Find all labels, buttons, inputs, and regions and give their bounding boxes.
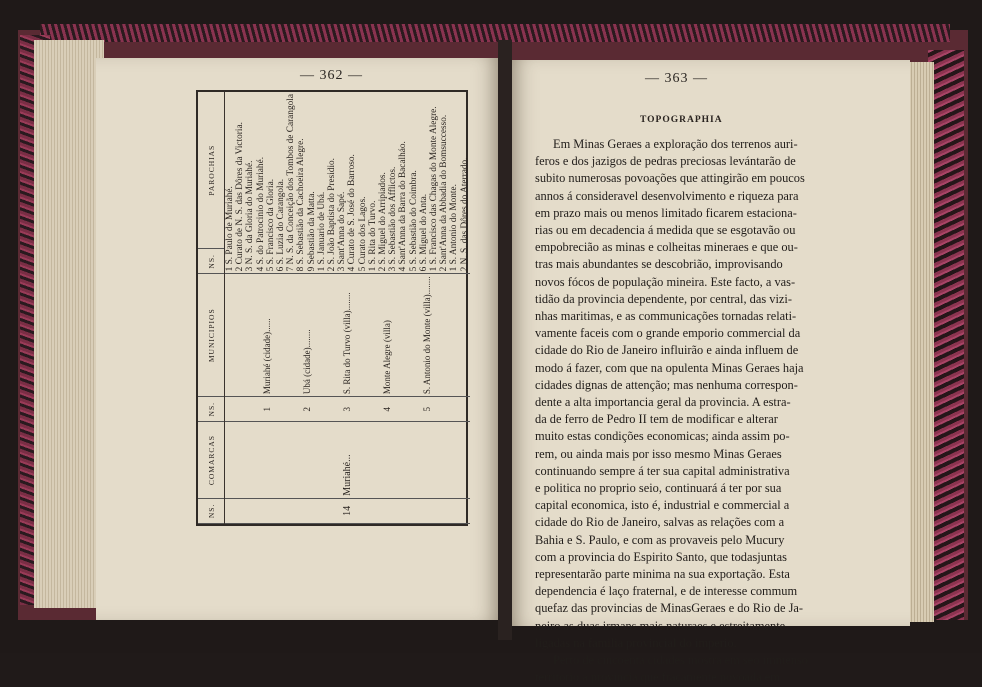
text-line: representarão parte minima na sua exportação. Esta <box>535 567 790 582</box>
text-line: cidades dignas de attenção; mas nenhuma correspon- <box>535 377 798 392</box>
header-municipios: MUNICIPIOS <box>198 274 225 397</box>
parochia-entry: 4 Curato de S. José do Barroso. <box>347 154 358 272</box>
header-ns-3: NS. <box>198 249 225 274</box>
text-line: rem, ou ainda mais por isso mesmo Minas Geraes <box>535 446 782 461</box>
topographia-text <box>535 136 820 687</box>
municipio-name: Ubá (cidade)........ <box>302 329 313 395</box>
text-line: modo á fazer, com que na opulenta Minas Geraes haja <box>535 360 804 375</box>
parochia-entry: 5 S. Francisco da Gloria. <box>265 178 276 272</box>
parochia-entry: 5 Curato dos Lagos. <box>357 196 368 272</box>
page-edges-left <box>34 40 104 608</box>
text-line: Bahia e S. Paulo, e com as provaveis pelo Mucury <box>535 532 785 547</box>
parochia-entry: 3 Sant'Anna do Sapé. <box>337 191 348 272</box>
comarca-name: Muriahé... <box>225 422 470 498</box>
parochia-entry: 9 Sebastião da Matta. <box>306 191 317 272</box>
text-line: vamente faceis com o grande emporio commercial da <box>535 326 801 341</box>
parochia-entry: 2 Sant'Anna da Abbadia do Bomsuccesso. <box>439 114 450 272</box>
municipio-num: 3 <box>342 406 353 412</box>
text-line: com a provincia do Espirito Santo, que todasjuntas <box>535 549 787 564</box>
paragraph-1 <box>535 136 820 652</box>
text-line: tras mais abundantes se descobrião, improvisando <box>535 257 783 272</box>
right-page-number: — 363 — <box>645 71 708 86</box>
municipio-name: Muriahé (cidade)...... <box>262 318 273 395</box>
municipio-num: 1 <box>262 406 273 412</box>
text-line: Perto de cincoenta cidades mostra em seo immenso <box>553 653 808 668</box>
parochia-entry: 5 S. Sebastião do Coimbra. <box>408 170 419 272</box>
parochia-entry: 8 S. Sebastião da Cachoeira Alegre. <box>296 138 307 272</box>
text-line: Em Minas Geraes a exploração dos terrenos auri- <box>553 137 798 151</box>
parochia-entry: 1 S. Francisco das Chagas do Monte Alegre. <box>429 106 440 272</box>
municipio-names <box>225 274 470 397</box>
municipio-name: Monte Alegre (villa) <box>382 320 393 395</box>
parochias-list <box>225 92 470 274</box>
cover-marbled-top <box>40 24 950 42</box>
text-line: da de ferro de Pedro II tem de modificar e alterar <box>535 412 778 427</box>
parochia-entry: 2 Curato de N. S. das Dôres da Victoria. <box>235 122 246 272</box>
text-line: e politica no proprio seio, continuará á ter por sua <box>535 481 782 496</box>
text-line: neiro as duas irmans mais naturaes e estreitamente <box>535 618 786 633</box>
text-line: capital economica, isto é, industrial e commercial a <box>535 498 790 513</box>
text-line: dente a alta importancia geral da provincia. A estra- <box>535 395 791 410</box>
municipio-numbers <box>225 397 470 422</box>
section-heading: TOPOGRAPHIA <box>640 115 723 125</box>
text-line: dependencia é laço fraternal, e de interesse commum <box>535 584 798 599</box>
text-line: feros e dos jazigos de pedras preciosas levántarão de <box>535 154 796 169</box>
text-line: ligadas na familia provincial do imperio. <box>535 635 737 650</box>
text-line: rias ou em decadencia á medida que se esgotavão ou <box>535 223 796 238</box>
text-line: nhas maritimas, e as communicações tornadas relati- <box>535 309 797 324</box>
municipio-name: S. Rita do Turvo (villa)........ <box>342 292 353 395</box>
municipio-num: 5 <box>422 406 433 412</box>
text-line: subito numerosas povoações que attingirão em poucos <box>535 171 805 186</box>
parochia-entry: 3 N. S. da Gloria do Muriahé. <box>245 160 256 272</box>
page-edges-right <box>906 62 934 622</box>
text-line: quefaz das provincias de MinasGeraes e do Rio de Ja- <box>535 601 804 616</box>
text-line: tidão da provincia dependente, por central, das vizi- <box>535 291 793 306</box>
parochia-entry: 1 S. Antonio do Monte. <box>449 184 460 272</box>
parochia-entry: 4 Sant'Anna da Barra do Bacalháo. <box>398 141 409 272</box>
parochia-entry: 1 S. Rita do Turvo. <box>367 200 378 272</box>
text-line: territorio a provincia que fracamente povoada em <box>535 670 780 685</box>
text-line: novos fócos de população mineira. Este facto, a vas- <box>535 274 796 289</box>
parochia-entry: 4 S. do Patrocinio do Muriahé. <box>255 156 266 272</box>
parochia-entry: 6 S. Luzia do Carangola. <box>276 178 287 272</box>
text-line: annos á consideravel desenvolvimento e riqueza para <box>535 188 799 203</box>
book-gutter <box>498 40 512 640</box>
paragraph-2 <box>535 652 820 686</box>
parochia-entry: 7 N. S. da Conceição dos Tombos de Carangola <box>286 94 297 272</box>
left-page-number: — 362 — <box>300 68 363 83</box>
text-line: empobrecião as minas e colheitas mineraes e que ou- <box>535 240 798 255</box>
parochia-entry: 1 S. Paulo de Muriahé. <box>225 186 235 272</box>
municipio-num: 2 <box>302 406 313 412</box>
text-line: muito estas condições economicas; ainda assim po- <box>535 429 790 444</box>
parochia-entry: 2 S. João Baptista do Presidio. <box>327 158 338 272</box>
text-line: em prazo mais ou menos limitado ficarem estaciona- <box>535 205 797 220</box>
text-line: cidade do Rio de Janeiro, salvas as relações com a <box>535 515 785 530</box>
municipio-name: S. Antonio do Monte (villa)........ <box>422 276 433 395</box>
text-line: cidade do Rio de Janeiro influirão e ainda influem de <box>535 343 799 358</box>
parochia-entry: 2 S. Miguel do Arripiados. <box>378 172 389 272</box>
header-ns-1: NS. <box>198 498 225 523</box>
municipio-num: 4 <box>382 406 393 412</box>
text-line: continuando sempre á ter sua capital administrativa <box>535 463 790 478</box>
parochia-entry: 2 N. S. das Dôres do Aterrado. <box>459 157 470 272</box>
header-comarcas: COMARCAS <box>198 422 225 498</box>
header-parochias: PAROCHIAS <box>198 92 225 249</box>
parochias-table <box>196 90 468 526</box>
comarca-number: 14 <box>225 498 470 523</box>
parochia-entry: 1 S. Januario de Ubá. <box>316 191 327 272</box>
header-ns-2: NS. <box>198 397 225 422</box>
parochia-entry: 3 S. Sebastião dos Afflictos. <box>388 166 399 272</box>
parochia-entry: 6 S. Miguel do Anta. <box>418 193 429 272</box>
